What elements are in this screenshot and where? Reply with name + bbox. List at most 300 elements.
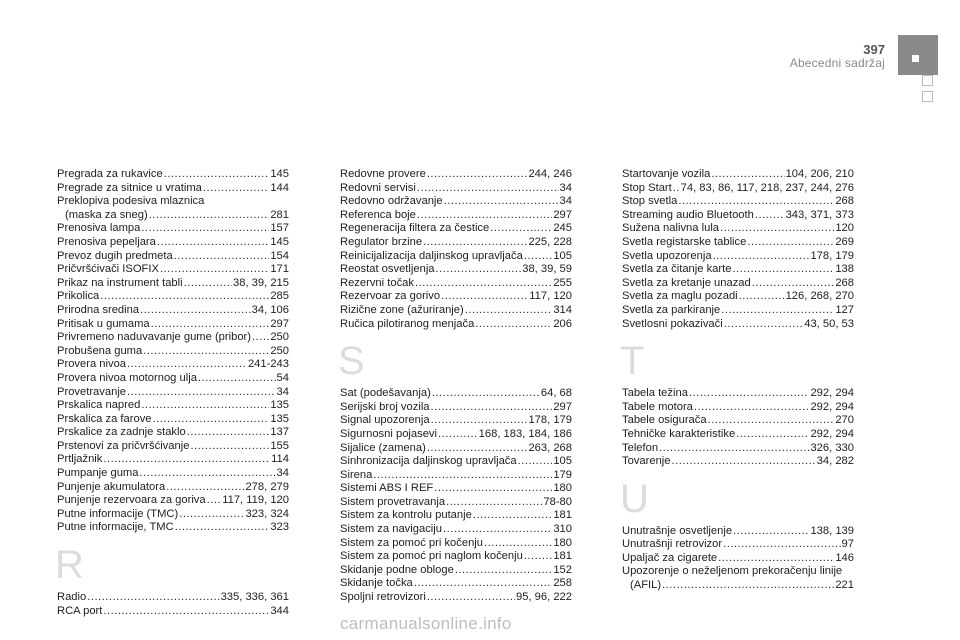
entry-term: RCA port xyxy=(57,604,103,617)
entry-pages: 285 xyxy=(270,290,289,303)
leader-dots xyxy=(689,387,810,401)
index-entry xyxy=(340,550,572,564)
entry-pages: 310 xyxy=(553,523,572,536)
entry-term: Referenca boje xyxy=(340,208,416,221)
index-entry xyxy=(340,428,572,442)
watermark: carmanualsonline.info xyxy=(340,614,512,633)
entry-pages: 168, 183, 184, 186 xyxy=(478,427,572,440)
index-entry xyxy=(57,263,289,277)
entry-term: Rizične zone (ažuriranje) xyxy=(340,303,464,316)
index-entry xyxy=(622,387,854,401)
entry-term: Regeneracija filtera za čestice xyxy=(340,222,490,235)
entry-term: Prevoz dugih predmeta xyxy=(57,249,173,262)
entry-term: Upaljač za cigarete xyxy=(622,551,718,564)
index-letter-s: S xyxy=(338,339,365,384)
entry-pages: 225, 228 xyxy=(528,235,572,248)
index-entry xyxy=(57,250,289,264)
index-entry xyxy=(57,222,289,236)
entry-term: Prtljažnik xyxy=(57,453,103,466)
index-entry xyxy=(57,481,289,495)
leader-dots xyxy=(87,591,219,605)
entry-pages: 206 xyxy=(553,317,572,330)
entry-term: Regulator brzine xyxy=(340,235,423,248)
index-entry xyxy=(622,579,854,593)
index-entry xyxy=(622,209,854,223)
entry-term: Svetla upozorenja xyxy=(622,249,712,262)
section-tab xyxy=(898,35,938,75)
entry-pages: 178, 179 xyxy=(528,414,572,427)
leader-dots xyxy=(160,263,269,277)
leader-dots xyxy=(423,236,527,250)
entry-pages: 144 xyxy=(270,181,289,194)
tab-marker-icon xyxy=(912,55,919,62)
leader-dots xyxy=(484,537,552,551)
entry-pages: 138, 139 xyxy=(810,524,854,537)
index-entry xyxy=(57,372,289,386)
index-entry xyxy=(57,399,289,413)
leader-dots xyxy=(436,263,522,277)
leader-dots xyxy=(713,250,810,264)
entry-term: Sijalice (zamena) xyxy=(340,441,426,454)
entry-term: Probušena guma xyxy=(57,344,143,357)
index-entry xyxy=(57,331,289,345)
entry-pages: 74, 83, 86, 117, 218, 237, 244, 276 xyxy=(680,181,854,194)
entry-pages: 64, 68 xyxy=(540,387,572,400)
entry-term: Provera nivoa xyxy=(57,358,127,371)
entry-term: Rezervni točak xyxy=(340,276,414,289)
leader-dots xyxy=(434,482,552,496)
page-title: Abecedni sadržaj xyxy=(789,56,885,70)
entry-pages: 34 xyxy=(559,181,572,194)
entry-term: Ručica pilotiranog menjača xyxy=(340,317,475,330)
entry-term: Svetla za maglu pozadi xyxy=(622,290,738,303)
entry-pages: 178, 179 xyxy=(810,249,854,262)
entry-pages: 78-80 xyxy=(543,495,572,508)
index-letter-r: R xyxy=(55,543,84,588)
leader-dots xyxy=(415,277,552,291)
entry-pages: 34 xyxy=(276,385,289,398)
leader-dots xyxy=(723,538,840,552)
entry-term: Upozorenje o neželjenom prekoračenju linije xyxy=(622,565,843,578)
leader-dots xyxy=(252,331,269,345)
index-entry xyxy=(340,277,572,291)
leader-dots xyxy=(166,481,244,495)
entry-term: Prenosiva pepeljara xyxy=(57,235,156,248)
index-entry xyxy=(57,182,289,196)
leader-dots xyxy=(203,182,269,196)
index-entry xyxy=(622,195,854,209)
entry-term: Redovne provere xyxy=(340,168,426,180)
leader-dots xyxy=(141,222,269,236)
index-entry xyxy=(622,222,854,236)
leader-dots xyxy=(720,222,834,236)
entry-pages: 181 xyxy=(553,509,572,522)
entry-term: Tehničke karakteristike xyxy=(622,427,736,440)
entry-pages: 281 xyxy=(270,208,289,221)
index-entry xyxy=(57,318,289,332)
entry-pages: 292, 294 xyxy=(810,387,854,400)
index-entry xyxy=(57,605,289,619)
leader-dots xyxy=(207,494,222,508)
entry-term: Prikolica xyxy=(57,290,100,303)
leader-dots xyxy=(141,399,269,413)
entry-term: Telefon xyxy=(622,441,659,454)
leader-dots xyxy=(475,318,552,332)
index-entry xyxy=(340,442,572,456)
index-entry xyxy=(622,538,854,552)
tab-square-icon xyxy=(922,75,933,86)
entry-term: Tabele osigurača xyxy=(622,414,707,427)
entry-term: Redovno održavanje xyxy=(340,195,443,208)
entry-pages: 179 xyxy=(553,468,572,481)
leader-dots xyxy=(446,496,542,510)
leader-dots xyxy=(673,182,680,196)
leader-dots xyxy=(414,577,553,591)
entry-pages: 268 xyxy=(835,276,854,289)
entry-pages: 292, 294 xyxy=(810,427,854,440)
index-entry xyxy=(57,168,289,182)
page-number: 397 xyxy=(863,42,885,57)
entry-term: Sistem za pomoć pri naglom kočenju xyxy=(340,550,523,563)
entry-pages: 258 xyxy=(553,577,572,590)
entry-pages: 270 xyxy=(835,414,854,427)
leader-dots xyxy=(755,209,785,223)
leader-dots xyxy=(431,414,528,428)
index-entry xyxy=(57,358,289,372)
entry-term: Stop Start xyxy=(622,181,672,194)
leader-dots xyxy=(417,182,559,196)
entry-term: Sužena nalivna lula xyxy=(622,222,720,235)
entry-pages: 43, 50, 53 xyxy=(804,317,854,330)
leader-dots xyxy=(427,442,528,456)
index-entry xyxy=(57,494,289,508)
leader-dots xyxy=(662,579,834,593)
entry-pages: 120 xyxy=(835,222,854,235)
entry-pages: 152 xyxy=(553,563,572,576)
entry-pages: 105 xyxy=(553,249,572,262)
leader-dots xyxy=(443,523,552,537)
index-entry xyxy=(57,345,289,359)
leader-dots xyxy=(431,401,553,415)
entry-term: Punjenje akumulatora xyxy=(57,480,166,493)
index-entry xyxy=(340,564,572,578)
entry-term: Svetlosni pokazivači xyxy=(622,317,723,330)
leader-dots xyxy=(198,372,276,386)
index-entry xyxy=(340,222,572,236)
entry-pages: 127 xyxy=(835,303,854,316)
entry-term: Sirena xyxy=(340,468,373,481)
index-entry xyxy=(340,236,572,250)
leader-dots xyxy=(179,508,244,522)
index-entry xyxy=(57,467,289,481)
index-entry xyxy=(340,290,572,304)
entry-pages: 171 xyxy=(270,263,289,276)
entry-pages: 297 xyxy=(553,400,572,413)
entry-pages: 145 xyxy=(270,235,289,248)
leader-dots xyxy=(184,277,232,291)
leader-dots xyxy=(103,605,269,619)
entry-term: Svetla za kretanje unazad xyxy=(622,276,751,289)
entry-pages: 245 xyxy=(553,222,572,235)
entry-pages: 34, 282 xyxy=(816,455,854,468)
entry-term: Skidanje podne obloge xyxy=(340,563,454,576)
entry-term: Tabela težina xyxy=(622,387,688,400)
index-entry xyxy=(340,318,572,332)
entry-pages: 135 xyxy=(270,399,289,412)
entry-term: Serijski broj vozila xyxy=(340,400,430,413)
index-entry xyxy=(622,442,854,456)
leader-dots xyxy=(373,469,552,483)
entry-pages: 323 xyxy=(270,521,289,534)
entry-term: Sistem za kontrolu putanje xyxy=(340,509,472,522)
entry-pages: 117, 120 xyxy=(529,290,572,303)
leader-dots xyxy=(100,290,269,304)
entry-pages: 34 xyxy=(559,195,572,208)
leader-dots xyxy=(417,209,552,223)
entry-pages: 244, 246 xyxy=(528,168,572,180)
index-entry xyxy=(340,591,572,605)
leader-dots xyxy=(659,442,809,456)
index-entry xyxy=(57,209,289,223)
entry-pages: 297 xyxy=(270,317,289,330)
leader-dots xyxy=(678,195,834,209)
entry-pages: 314 xyxy=(553,303,572,316)
index-entry xyxy=(57,508,289,522)
index-entry xyxy=(340,482,572,496)
index-entry xyxy=(340,577,572,591)
entry-pages: 181 xyxy=(553,550,572,563)
entry-term: Prskalica za farove xyxy=(57,412,152,425)
index-entry xyxy=(622,182,854,196)
entry-pages: 344 xyxy=(270,604,289,617)
index-entry xyxy=(622,414,854,428)
leader-dots xyxy=(739,290,785,304)
entry-term: Provetravanje xyxy=(57,385,127,398)
index-entry xyxy=(622,277,854,291)
leader-dots xyxy=(127,358,247,372)
leader-dots xyxy=(151,318,270,332)
index-entry xyxy=(622,428,854,442)
index-entry xyxy=(340,469,572,483)
index-entry xyxy=(57,521,289,535)
entry-pages: 117, 119, 120 xyxy=(222,494,289,507)
index-entry xyxy=(57,304,289,318)
index-entry xyxy=(622,552,854,566)
entry-term: Reinicijalizacija daljinskog upravljača xyxy=(340,249,523,262)
entry-pages: 114 xyxy=(271,453,289,466)
index-entry xyxy=(340,509,572,523)
entry-term: Sat (podešavanja) xyxy=(340,387,431,400)
entry-pages: 250 xyxy=(270,344,289,357)
entry-pages: 105 xyxy=(553,455,572,468)
index-entry xyxy=(57,277,289,291)
index-entry xyxy=(622,290,854,304)
entry-pages: 221 xyxy=(835,579,854,592)
entry-pages: 97 xyxy=(841,538,854,551)
leader-dots xyxy=(524,550,553,564)
entry-pages: 297 xyxy=(553,208,572,221)
entry-pages: 135 xyxy=(270,412,289,425)
leader-dots xyxy=(157,236,269,250)
entry-term: Svetla registarske tablice xyxy=(622,235,747,248)
entry-term: Sinhronizacija daljinskog upravljača xyxy=(340,455,517,468)
leader-dots xyxy=(694,401,810,415)
index-column-2 xyxy=(340,168,572,605)
index-entry xyxy=(622,250,854,264)
entry-term: Sistemi ABS I REF xyxy=(340,482,434,495)
entry-pages: 180 xyxy=(553,482,572,495)
leader-dots xyxy=(175,521,270,535)
entry-pages: 292, 294 xyxy=(810,400,854,413)
index-entry xyxy=(57,386,289,400)
entry-term: Rezervoar za gorivo xyxy=(340,290,441,303)
entry-pages: 137 xyxy=(270,426,289,439)
index-entry xyxy=(622,263,854,277)
leader-dots xyxy=(724,318,803,332)
entry-pages: 38, 39, 59 xyxy=(522,263,572,276)
entry-term: Prenosiva lampa xyxy=(57,222,141,235)
index-entry xyxy=(57,236,289,250)
index-entry xyxy=(57,440,289,454)
entry-term: Pregrade za sitnice u vratima xyxy=(57,181,202,194)
entry-pages: 154 xyxy=(270,249,289,262)
index-entry xyxy=(622,304,854,318)
entry-pages: 155 xyxy=(270,439,289,452)
leader-dots xyxy=(747,236,834,250)
index-letter-t: T xyxy=(620,339,645,384)
leader-dots xyxy=(721,304,834,318)
index-entry xyxy=(622,525,854,539)
entry-term: Preklopiva podesiva mlaznica xyxy=(57,195,205,208)
leader-dots xyxy=(708,414,835,428)
entry-term: Prskalice za zadnje staklo xyxy=(57,426,186,439)
index-entry xyxy=(340,537,572,551)
leader-dots xyxy=(143,345,269,359)
entry-term: Radio xyxy=(57,591,87,604)
entry-term: Pritisak u gumama xyxy=(57,317,150,330)
leader-dots xyxy=(427,168,528,182)
entry-term: Prstenovi za pričvršćivanje xyxy=(57,439,190,452)
entry-term: Spoljni retrovizori xyxy=(340,591,426,604)
entry-term: Pregrada za rukavice xyxy=(57,168,163,180)
entry-term: Stop svetla xyxy=(622,195,678,208)
leader-dots xyxy=(733,525,809,539)
leader-dots xyxy=(139,467,275,481)
index-entry xyxy=(340,455,572,469)
entry-pages: 104, 206, 210 xyxy=(785,168,854,180)
leader-dots xyxy=(518,455,553,469)
leader-dots xyxy=(432,387,540,401)
leader-dots xyxy=(736,428,809,442)
leader-dots xyxy=(149,209,270,223)
entry-pages: 138 xyxy=(835,263,854,276)
entry-pages: 126, 268, 270 xyxy=(785,290,854,303)
index-entry xyxy=(340,387,572,401)
leader-dots xyxy=(718,552,834,566)
entry-pages: 323, 324 xyxy=(245,507,289,520)
entry-pages: 157 xyxy=(270,222,289,235)
leader-dots xyxy=(103,453,270,467)
entry-term: Sistem provetravanja xyxy=(340,495,446,508)
index-entry xyxy=(622,318,854,332)
index-entry xyxy=(622,455,854,469)
index-entry xyxy=(340,304,572,318)
entry-pages: 180 xyxy=(553,536,572,549)
leader-dots xyxy=(752,277,835,291)
leader-dots xyxy=(438,428,478,442)
index-column-3 xyxy=(622,168,854,593)
entry-pages: 268 xyxy=(835,195,854,208)
index-letter-u: U xyxy=(620,476,649,521)
leader-dots xyxy=(164,168,270,182)
entry-term: Tabele motora xyxy=(622,400,693,413)
tab-square-icon xyxy=(922,91,933,102)
index-column-1 xyxy=(57,168,289,618)
index-entry xyxy=(340,168,572,182)
entry-term: Prirodna sredina xyxy=(57,303,140,316)
leader-dots xyxy=(473,509,552,523)
entry-term: Pumpanje guma xyxy=(57,467,139,480)
leader-dots xyxy=(427,591,515,605)
entry-term: Reostat osvetljenja xyxy=(340,263,435,276)
leader-dots xyxy=(190,440,269,454)
entry-term: Putne informacije, TMC xyxy=(57,521,174,534)
entry-term: Signal upozorenja xyxy=(340,414,430,427)
index-entry xyxy=(622,565,854,579)
index-entry xyxy=(622,401,854,415)
entry-pages: 34, 106 xyxy=(251,303,289,316)
leader-dots xyxy=(711,168,784,182)
entry-pages: 278, 279 xyxy=(245,480,289,493)
entry-term: (maska za sneg) xyxy=(65,208,148,221)
entry-pages: 343, 371, 373 xyxy=(785,208,854,221)
entry-term: Putne informacije (TMC) xyxy=(57,507,179,520)
entry-pages: 335, 336, 361 xyxy=(220,591,289,604)
entry-term: Svetla za čitanje karte xyxy=(622,263,732,276)
leader-dots xyxy=(672,455,816,469)
leader-dots xyxy=(441,290,528,304)
entry-pages: 54 xyxy=(276,371,289,384)
index-entry xyxy=(340,263,572,277)
leader-dots xyxy=(490,222,552,236)
index-entry xyxy=(57,453,289,467)
entry-pages: 326, 330 xyxy=(810,441,854,454)
index-entry xyxy=(57,591,289,605)
entry-term: Redovni servisi xyxy=(340,181,416,194)
leader-dots xyxy=(455,564,552,578)
entry-pages: 146 xyxy=(835,551,854,564)
leader-dots xyxy=(732,263,834,277)
entry-pages: 95, 96, 222 xyxy=(516,591,572,604)
entry-pages: 145 xyxy=(270,168,289,180)
leader-dots xyxy=(140,304,251,318)
entry-term: Unutrašnji retrovizor xyxy=(622,538,723,551)
index-entry xyxy=(57,290,289,304)
index-entry xyxy=(57,413,289,427)
index-entry xyxy=(340,496,572,510)
entry-pages: 34 xyxy=(276,467,289,480)
index-entry xyxy=(57,426,289,440)
index-entry xyxy=(340,182,572,196)
entry-term: Sistem za pomoć pri kočenju xyxy=(340,536,484,549)
entry-term: Prikaz na instrument tabli xyxy=(57,276,183,289)
leader-dots xyxy=(187,426,270,440)
leader-dots xyxy=(444,195,559,209)
entry-term: Svetla za parkiranje xyxy=(622,303,721,316)
entry-pages: 255 xyxy=(553,276,572,289)
index-entry xyxy=(57,195,289,209)
leader-dots xyxy=(127,386,276,400)
